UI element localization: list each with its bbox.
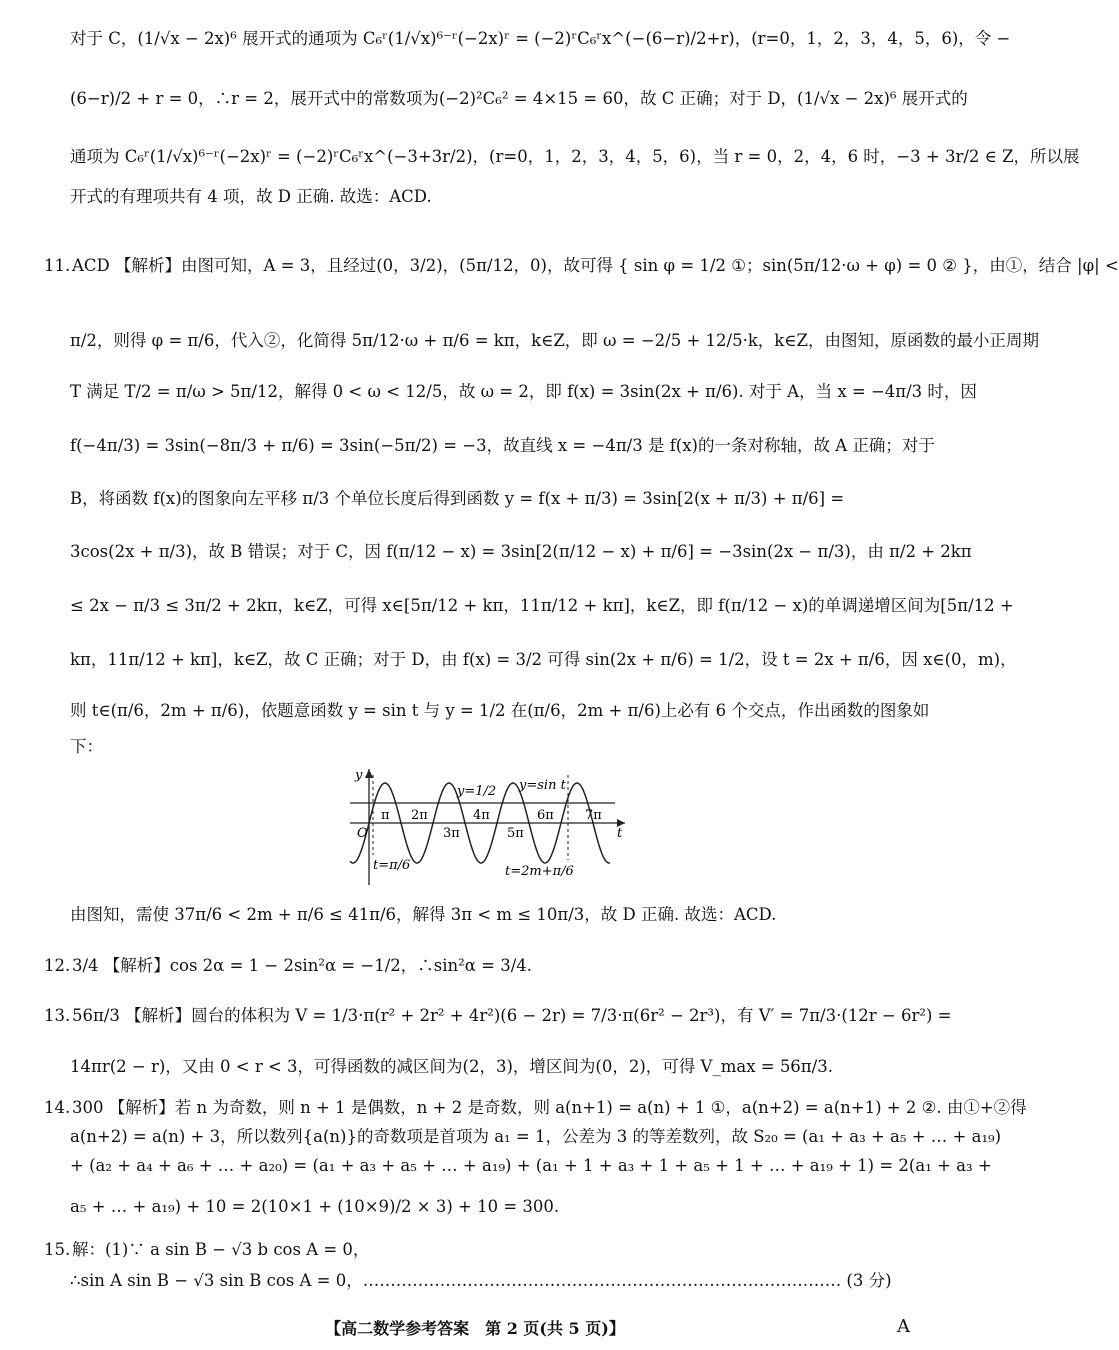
text-line: 开式的有理项共有 4 项，故 D 正确. 故选：ACD. bbox=[70, 187, 432, 206]
origin-label: O bbox=[357, 826, 368, 841]
text-line: ∴sin A sin B − √3 sin B cos A = 0，…………………………………………………………………………… (3 分) bbox=[70, 1271, 892, 1290]
text-line: a₅ + … + a₁₉) + 10 = 2(10×1 + (10×9)/2 × 3) + 10 = 300. bbox=[70, 1197, 560, 1216]
text-line: B，将函数 f(x)的图象向左平移 π/3 个单位长度后得到函数 y = f(x + π/3) = 3sin[2(x + π/3) + π/6] = bbox=[70, 489, 845, 508]
text-line: a(n+2) = a(n) + 3，所以数列{a(n)}的奇数项是首项为 a₁ = 1，公差为 3 的等差数列，故 S₂₀ = (a₁ + a₃ + a₅ + … + a₁₉) bbox=[70, 1127, 1002, 1146]
text-line: T 满足 T/2 = π/ω > 5π/12，解得 0 < ω < 12/5，故 ω = 2，即 f(x) = 3sin(2x + π/6). 对于 A，当 x = −4π/3 时，因 bbox=[70, 382, 977, 401]
page-footer: 【高二数学参考答案 第 2 页(共 5 页)】 bbox=[325, 1319, 625, 1338]
text-line: 3/4 【解析】cos 2α = 1 − 2sin²α = −1/2，∴sin²α = 3/4. bbox=[72, 956, 533, 975]
y-axis-label: y bbox=[355, 768, 363, 783]
t-start-label: t=π/6 bbox=[373, 858, 411, 873]
tick-label: 3π bbox=[443, 826, 460, 841]
text-line: kπ，11π/12 + kπ]，k∈Z，故 C 正确；对于 D，由 f(x) = 3/2 可得 sin(2x + π/6) = 1/2，设 t = 2x + π/6，因 x∈(0，m)， bbox=[70, 650, 1017, 669]
question-number: 11. bbox=[44, 256, 71, 275]
t-end-label: t=2m+π/6 bbox=[505, 864, 574, 879]
tick-label: 2π bbox=[411, 808, 428, 823]
sine-graph-figure bbox=[345, 765, 630, 890]
text-line: 通项为 C₆ʳ(1/√x)⁶⁻ʳ(−2x)ʳ = (−2)ʳC₆ʳx^(−3+3r/2)，(r=0，1，2，3，4，5，6)，当 r = 0，2，4，6 时，−3 + 3r/2 ∈ Z，所以展 bbox=[70, 147, 1080, 166]
text-line: ≤ 2x − π/3 ≤ 3π/2 + 2kπ，k∈Z，可得 x∈[5π/12 + kπ，11π/12 + kπ]，k∈Z，即 f(π/12 − x)的单调递增区间为[5π/12 + bbox=[70, 596, 1014, 615]
text-line: 14πr(2 − r)，又由 0 < r < 3，可得函数的减区间为(2，3)，增区间为(0，2)，可得 V_max = 56π/3. bbox=[70, 1057, 833, 1076]
question-number: 15. bbox=[44, 1240, 71, 1259]
tick-label: 6π bbox=[537, 808, 554, 823]
text-line: 300 【解析】若 n 为奇数，则 n + 1 是偶数，n + 2 是奇数，则 a(n+1) = a(n) + 1 ①，a(n+2) = a(n+1) + 2 ②. 由①+②得 bbox=[72, 1098, 1027, 1117]
text-line: 下： bbox=[70, 737, 103, 756]
text-line: f(−4π/3) = 3sin(−8π/3 + π/6) = 3sin(−5π/2) = −3，故直线 x = −4π/3 是 f(x)的一条对称轴，故 A 正确；对于 bbox=[70, 436, 935, 455]
text-line: (6−r)/2 + r = 0，∴r = 2，展开式中的常数项为(−2)²C₆² = 4×15 = 60，故 C 正确；对于 D，(1/√x − 2x)⁶ 展开式的 bbox=[70, 89, 968, 108]
text-line: + (a₂ + a₄ + a₆ + … + a₂₀) = (a₁ + a₃ + a₅ + … + a₁₉) + (a₁ + 1 + a₃ + 1 + a₅ + 1 + … + a₁₉ + 1) = 2(a₁ + a₃ + bbox=[70, 1156, 992, 1175]
y-axis-arrow-icon bbox=[365, 769, 373, 778]
question-number: 12. bbox=[44, 956, 71, 975]
tick-label: 7π bbox=[585, 808, 602, 823]
sine-label: y=sin t bbox=[519, 778, 566, 793]
question-number: 13. bbox=[44, 1006, 71, 1025]
tick-label: 4π bbox=[473, 808, 490, 823]
text-line: 56π/3 【解析】圆台的体积为 V = 1/3·π(r² + 2r² + 4r²)(6 − 2r) = 7/3·π(6r² − 2r³)，有 V′ = 7π/3·(12r − 6r²) = bbox=[72, 1006, 952, 1025]
text-line: 由图知，需使 37π/6 < 2m + π/6 ≤ 41π/6，解得 3π < m ≤ 10π/3，故 D 正确. 故选：ACD. bbox=[70, 905, 777, 924]
t-axis-label: t bbox=[617, 826, 623, 841]
half-line-label: y=1/2 bbox=[457, 784, 497, 799]
text-line: 则 t∈(π/6，2m + π/6)，依题意函数 y = sin t 与 y = 1/2 在(π/6，2m + π/6)上必有 6 个交点，作出函数的图象如 bbox=[70, 701, 930, 720]
text-line: ACD 【解析】由图可知，A = 3，且经过(0，3/2)，(5π/12，0)，故可得 { sin φ = 1/2 ①；sin(5π/12·ω + φ) = 0 ② }，由①，结合 |φ| < bbox=[72, 256, 1119, 275]
text-line: 3cos(2x + π/3)，故 B 错误；对于 C，因 f(π/12 − x) = 3sin[2(π/12 − x) + π/6] = −3sin(2x − π/3)，由 π/2 + 2kπ bbox=[70, 542, 972, 561]
text-line: π/2，则得 φ = π/6，代入②，化简得 5π/12·ω + π/6 = kπ，k∈Z，即 ω = −2/5 + 12/5·k，k∈Z，由图知，原函数的最小正周期 bbox=[70, 331, 1039, 350]
version-mark: A bbox=[897, 1316, 910, 1337]
question-number: 14. bbox=[44, 1098, 71, 1117]
text-line: 解：(1)∵ a sin B − √3 b cos A = 0， bbox=[72, 1240, 370, 1259]
tick-label: π bbox=[381, 808, 390, 823]
tick-label: 5π bbox=[507, 826, 524, 841]
text-line: 对于 C，(1/√x − 2x)⁶ 展开式的通项为 C₆ʳ(1/√x)⁶⁻ʳ(−2x)ʳ = (−2)ʳC₆ʳx^(−(6−r)/2+r)，(r=0，1，2，3，4，5，6)，令 − bbox=[70, 29, 1011, 48]
